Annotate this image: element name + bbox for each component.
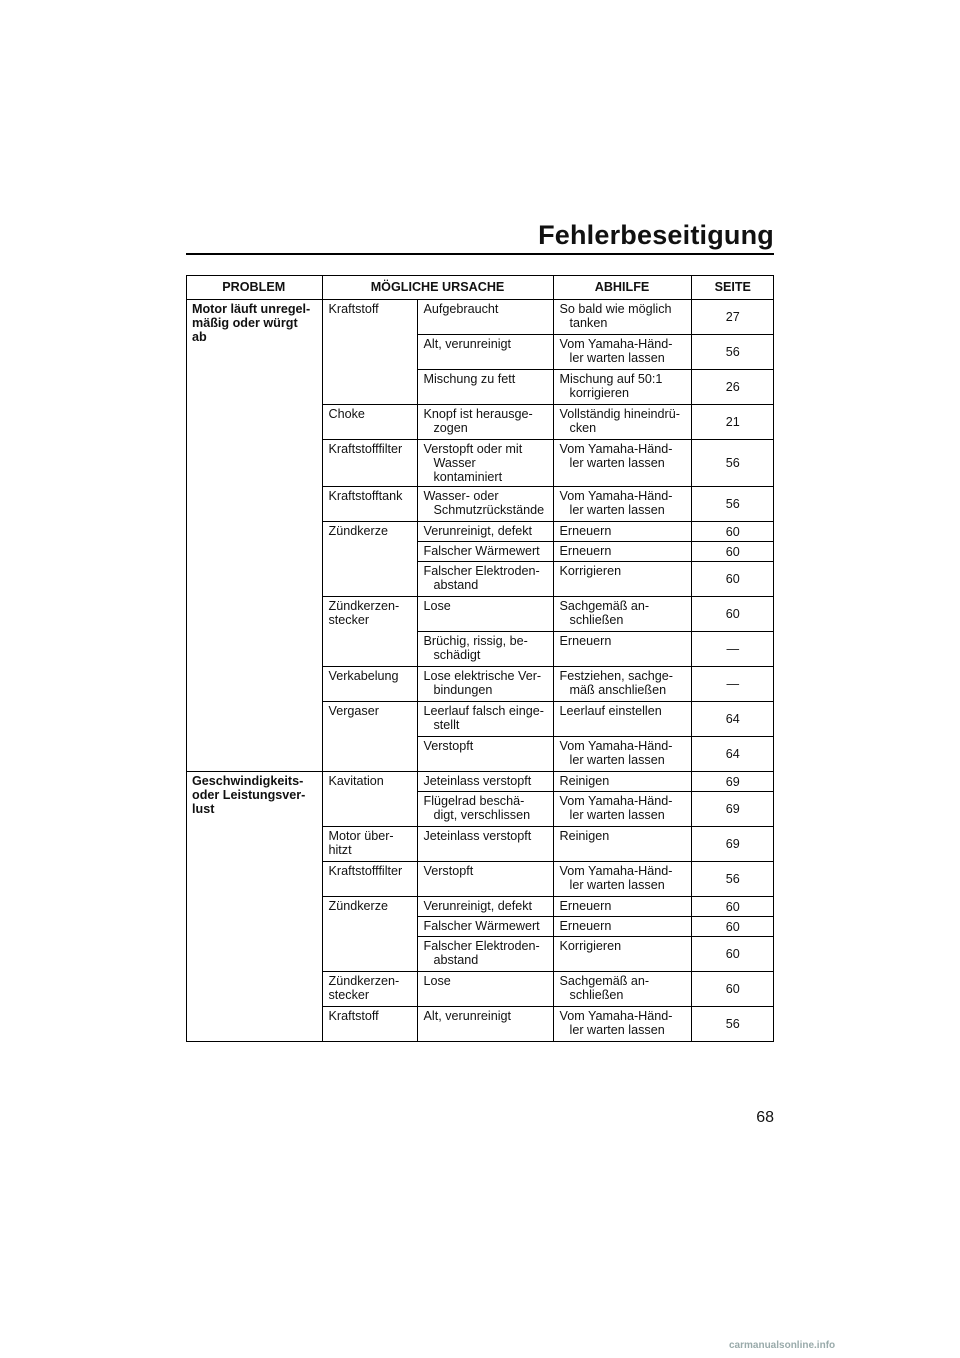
remedy-cell (553, 917, 691, 937)
cause-cell (417, 917, 553, 937)
cause-category-cell (322, 772, 417, 827)
page-ref-cell: 60 (691, 522, 774, 542)
cause-cell (417, 702, 553, 737)
cause-category-cell (322, 827, 417, 862)
cell-line: Geschwindigkeits- (192, 774, 304, 788)
cell-line: ler warten lassen (569, 456, 665, 470)
cause-cell (417, 737, 553, 772)
cell-line: Lose (423, 599, 451, 613)
remedy-cell (553, 300, 691, 335)
cell-line: Erneuern (559, 899, 612, 913)
cell-line: Erneuern (559, 919, 612, 933)
cell-line: Mischung auf 50:1 (559, 372, 663, 386)
cell-line: Choke (328, 407, 365, 421)
page-title: Fehlerbeseitigung (538, 220, 774, 250)
cell-line: Falscher Elektroden- (423, 939, 540, 953)
cell-line: Verstopft (423, 864, 474, 878)
page-ref-cell: 64 (691, 737, 774, 772)
cause-cell (417, 667, 553, 702)
cell-line: schließen (569, 613, 624, 627)
page-ref-cell: 69 (691, 827, 774, 862)
cell-line: ler warten lassen (569, 351, 665, 365)
cause-category-cell (322, 440, 417, 487)
page-ref-cell: 60 (691, 597, 774, 632)
page-ref-cell: 56 (691, 862, 774, 897)
header-page: SEITE (691, 275, 774, 300)
cause-cell (417, 300, 553, 335)
cell-line: Alt, verunreinigt (423, 337, 511, 351)
remedy-cell (553, 772, 691, 792)
remedy-cell (553, 937, 691, 972)
header-remedy: ABHILFE (553, 275, 691, 300)
cell-line: Lose elektrische Ver- (423, 669, 542, 683)
page-ref-cell: 60 (691, 562, 774, 597)
cell-line: korrigieren (569, 386, 630, 400)
cell-line: Alt, verunreinigt (423, 1009, 511, 1023)
cell-line: Erneuern (559, 634, 612, 648)
page-ref-cell: 60 (691, 937, 774, 972)
remedy-cell (553, 632, 691, 667)
cell-line: Falscher Wärmewert (423, 544, 540, 558)
cell-line: Verstopft oder mit (423, 442, 523, 456)
cell-line: Leerlauf einstellen (559, 704, 662, 718)
cause-category-cell (322, 702, 417, 772)
cell-line: stecker (328, 613, 370, 627)
cell-line: Knopf ist herausge- (423, 407, 533, 421)
cell-line: schließen (569, 988, 624, 1002)
cause-cell (417, 487, 553, 522)
problem-cell (186, 772, 322, 1042)
cell-line: Kraftstofffilter (328, 864, 403, 878)
remedy-cell (553, 522, 691, 542)
remedy-cell (553, 597, 691, 632)
cell-line: abstand (433, 953, 479, 967)
cause-cell (417, 440, 553, 487)
cell-line: Reinigen (559, 774, 610, 788)
page-number: 68 (756, 1109, 774, 1126)
cell-line: ler warten lassen (569, 753, 665, 767)
cell-line: Zündkerze (328, 899, 389, 913)
cell-line: Vom Yamaha-Händ- (559, 489, 673, 503)
cell-line: Vergaser (328, 704, 379, 718)
cell-line: Vom Yamaha-Händ- (559, 1009, 673, 1023)
cell-line: stellt (433, 718, 460, 732)
cell-line: Sachgemäß an- (559, 599, 650, 613)
page-ref-cell: 60 (691, 542, 774, 562)
page-ref-cell: 56 (691, 487, 774, 522)
cell-line: stecker (328, 988, 370, 1002)
remedy-cell (553, 1007, 691, 1042)
cell-line: Falscher Elektroden- (423, 564, 540, 578)
cause-cell (417, 335, 553, 370)
page-ref-cell: 60 (691, 897, 774, 917)
table-row (186, 772, 774, 792)
cell-line: mäßig oder würgt (192, 316, 298, 330)
page-ref-cell: 56 (691, 1007, 774, 1042)
header-cause: MÖGLICHE URSACHE (322, 275, 553, 300)
cause-category-cell (322, 405, 417, 440)
remedy-cell (553, 562, 691, 597)
remedy-cell (553, 667, 691, 702)
remedy-cell (553, 487, 691, 522)
cell-line: Kraftstofftank (328, 489, 403, 503)
cell-line: mäß anschließen (569, 683, 667, 697)
cell-line: lust (192, 802, 215, 816)
cell-line: cken (569, 421, 597, 435)
cell-line: Mischung zu fett (423, 372, 516, 386)
cell-line: Kraftstoff (328, 302, 379, 316)
cell-line: ler warten lassen (569, 503, 665, 517)
cell-line: Korrigieren (559, 564, 622, 578)
cell-line: Erneuern (559, 524, 612, 538)
page-ref-cell: 26 (691, 370, 774, 405)
remedy-cell (553, 827, 691, 862)
page-ref-cell: 21 (691, 405, 774, 440)
title-rule (186, 253, 774, 255)
cell-line: Verunreinigt, defekt (423, 899, 533, 913)
cell-line: Verkabelung (328, 669, 399, 683)
cell-line: ab (192, 330, 207, 344)
cell-line: Reinigen (559, 829, 610, 843)
cause-category-cell (322, 1007, 417, 1042)
cell-line: Korrigieren (559, 939, 622, 953)
cause-cell (417, 632, 553, 667)
cell-line: Brüchig, rissig, be- (423, 634, 528, 648)
cause-cell (417, 827, 553, 862)
cell-line: Falscher Wärmewert (423, 919, 540, 933)
cause-category-cell (322, 487, 417, 522)
remedy-cell (553, 370, 691, 405)
cell-line: Kraftstofffilter (328, 442, 403, 456)
cell-line: Sachgemäß an- (559, 974, 650, 988)
header-problem: PROBLEM (186, 275, 322, 300)
cell-line: Leerlauf falsch einge- (423, 704, 544, 718)
page-ref-cell: 69 (691, 792, 774, 827)
cell-line: zogen (433, 421, 468, 435)
page-ref-cell: 64 (691, 702, 774, 737)
cell-line: schädigt (433, 648, 481, 662)
remedy-cell (553, 702, 691, 737)
page-ref-cell: 60 (691, 917, 774, 937)
remedy-cell (553, 405, 691, 440)
cell-line: Flügelrad beschä- (423, 794, 525, 808)
cause-cell (417, 370, 553, 405)
cell-line: abstand (433, 578, 479, 592)
cell-line: So bald wie möglich (559, 302, 672, 316)
cell-line: Vom Yamaha-Händ- (559, 794, 673, 808)
cell-line: Aufgebraucht (423, 302, 499, 316)
cell-line: Motor läuft unregel- (192, 302, 311, 316)
remedy-cell (553, 542, 691, 562)
cell-line: Wasser kontaminiert (433, 456, 503, 484)
cell-line: ler warten lassen (569, 878, 665, 892)
page-ref-cell: 60 (691, 972, 774, 1007)
page-ref-cell: — (691, 632, 774, 667)
remedy-cell (553, 862, 691, 897)
cause-category-cell (322, 597, 417, 667)
cell-line: Jeteinlass verstopft (423, 774, 532, 788)
footer-watermark: carmanualsonline.info (729, 1340, 836, 1351)
cause-cell (417, 522, 553, 542)
cell-line: Zündkerzen- (328, 599, 400, 613)
cell-line: hitzt (328, 843, 352, 857)
cell-line: Schmutzrückstände (433, 503, 545, 517)
cause-cell (417, 542, 553, 562)
cause-cell (417, 897, 553, 917)
cell-line: Vollständig hineindrü- (559, 407, 680, 421)
table-header-row (186, 275, 774, 300)
cause-cell (417, 937, 553, 972)
cause-cell (417, 772, 553, 792)
remedy-cell (553, 737, 691, 772)
cause-cell (417, 972, 553, 1007)
cell-line: Festziehen, sachge- (559, 669, 673, 683)
cause-category-cell (322, 862, 417, 897)
remedy-cell (553, 897, 691, 917)
page-ref-cell: 69 (691, 772, 774, 792)
remedy-cell (553, 792, 691, 827)
cause-category-cell (322, 667, 417, 702)
cause-cell (417, 792, 553, 827)
page-ref-cell: 56 (691, 335, 774, 370)
cause-cell (417, 1007, 553, 1042)
cell-line: Vom Yamaha-Händ- (559, 739, 673, 753)
cell-line: Wasser- oder (423, 489, 499, 503)
troubleshooting-table (186, 275, 774, 1042)
cell-line: Lose (423, 974, 451, 988)
cell-line: ler warten lassen (569, 1023, 665, 1037)
cause-cell (417, 405, 553, 440)
remedy-cell (553, 440, 691, 487)
cause-category-cell (322, 300, 417, 405)
cell-line: Jeteinlass verstopft (423, 829, 532, 843)
cell-line: Verstopft (423, 739, 474, 753)
cell-line: Zündkerze (328, 524, 389, 538)
page-ref-cell: 56 (691, 440, 774, 487)
page-ref-cell: — (691, 667, 774, 702)
cell-line: ler warten lassen (569, 808, 665, 822)
cell-line: Verunreinigt, defekt (423, 524, 533, 538)
cause-cell (417, 597, 553, 632)
table-row (186, 300, 774, 335)
cause-category-cell (322, 522, 417, 597)
problem-cell (186, 300, 322, 772)
cell-line: tanken (569, 316, 608, 330)
cell-line: Vom Yamaha-Händ- (559, 442, 673, 456)
remedy-cell (553, 972, 691, 1007)
page-ref-cell: 27 (691, 300, 774, 335)
cause-cell (417, 562, 553, 597)
cause-cell (417, 862, 553, 897)
cell-line: Kavitation (328, 774, 384, 788)
remedy-cell (553, 335, 691, 370)
cell-line: bindungen (433, 683, 493, 697)
cell-line: digt, verschlissen (433, 808, 531, 822)
cell-line: oder Leistungsver- (192, 788, 306, 802)
cell-line: Motor über- (328, 829, 394, 843)
cell-line: Vom Yamaha-Händ- (559, 864, 673, 878)
cell-line: Vom Yamaha-Händ- (559, 337, 673, 351)
table-body (186, 300, 774, 1042)
cell-line: Zündkerzen- (328, 974, 400, 988)
cell-line: Kraftstoff (328, 1009, 379, 1023)
cause-category-cell (322, 972, 417, 1007)
cause-category-cell (322, 897, 417, 972)
cell-line: Erneuern (559, 544, 612, 558)
